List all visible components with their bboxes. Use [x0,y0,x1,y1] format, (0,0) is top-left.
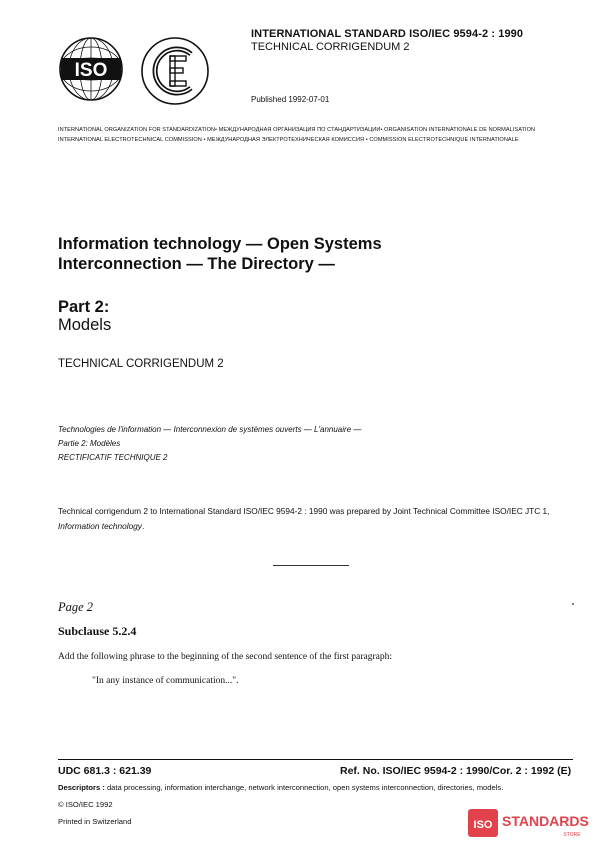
correction-quote: "In any instance of communication...". [92,676,239,686]
svg-text:STORE: STORE [563,832,581,838]
org-line-iec: INTERNATIONAL ELECTROTECHNICAL COMMISSION • МЕЖДУНАРОДНАЯ ЭЛЕКТРОТЕХНИЧЕСКАЯ КОМИССИЯ • COMMISSION ELECTROTECHNIQUE INTERNATIONALE [58,137,519,143]
french-part: Partie 2: Modèles [58,439,121,448]
french-title: Technologies de l'information — Interconnexion de systèmes ouverts — L'annuaire — [58,425,362,434]
intro-text: Technical corrigendum 2 to International Standard ISO/IEC 9594-2 : 1990 was prepared by Joint Technical Committee ISO/IEC JTC 1, [58,506,550,516]
speck [572,603,574,605]
standards-store-logo [466,806,596,840]
correction-page: Page 2 [58,600,94,614]
part-name: Models [58,316,112,334]
document-title [58,234,478,274]
corrigendum-heading: TECHNICAL CORRIGENDUM 2 [58,358,224,370]
descriptors-label: Descriptors : [58,783,105,792]
standard-subtitle: TECHNICAL CORRIGENDUM 2 [251,41,410,53]
org-line-iso: INTERNATIONAL ORGANIZATION FOR STANDARDIZATION• МЕЖДУНАРОДНАЯ ОРГАНИЗАЦИЯ ПО СТАНДАРТИЗАЦИИ• ORGANISATION INTERNATIONALE DE NORMALISATION [58,127,536,133]
printed-in: Printed in Switzerland [58,817,132,826]
separator-rule [273,565,349,566]
published-date: Published 1992-07-01 [251,95,330,104]
reference-number: Ref. No. ISO/IEC 9594-2 : 1990/Cor. 2 : 1992 (E) [340,765,572,777]
iec-logo [140,36,210,106]
copyright: © ISO/IEC 1992 [58,800,113,809]
intro-committee-name: Information technology [58,521,142,531]
iso-logo [58,36,124,102]
standard-title: INTERNATIONAL STANDARD ISO/IEC 9594-2 : 1990 [251,28,524,40]
correction-instruction: Add the following phrase to the beginning of the second sentence of the first paragraph: [58,652,392,662]
svg-text:STANDARDS: STANDARDS [502,813,589,829]
descriptors [58,783,503,792]
title-line-2: Interconnection — The Directory — [58,255,335,273]
intro-end: . [141,521,145,531]
title-line-1: Information technology — Open Systems [58,235,382,253]
french-corrigendum: RECTIFICATIF TECHNIQUE 2 [58,453,168,462]
footer-rule [58,759,573,760]
udc-code: UDC 681.3 : 621.39 [58,765,152,777]
svg-text:ISO: ISO [74,60,108,81]
correction-subclause: Subclause 5.2.4 [58,624,137,638]
part-number: Part 2: [58,298,110,316]
intro-paragraph [58,504,578,534]
svg-text:ISO: ISO [473,819,493,831]
descriptors-list: data processing, information interchange, network interconnection, open systems interconnection, directories, models. [104,783,504,792]
